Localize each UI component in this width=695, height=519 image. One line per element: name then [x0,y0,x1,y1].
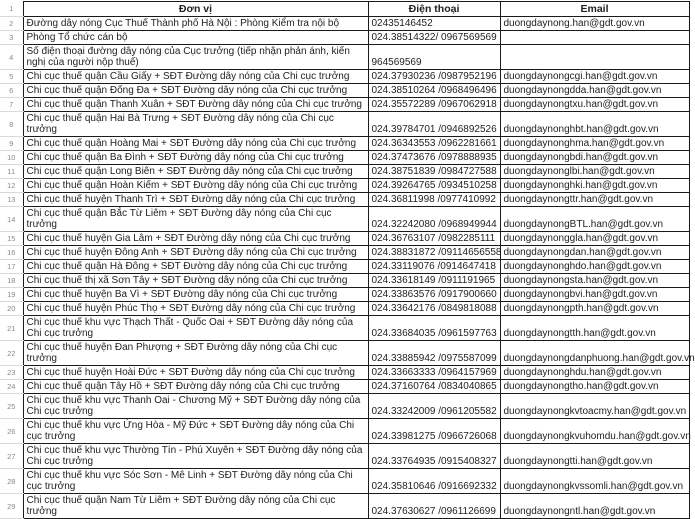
table-row [0,17,689,31]
phone-cell: 024.33684035 /0961597763 [368,316,500,341]
row-number: 23 [0,366,23,380]
table-row [0,341,689,366]
row-number: 6 [0,84,23,98]
hotline-contacts-table [0,1,695,519]
unit-cell: Chi cục thuế huyện Đông Anh + SĐT Đường dây nóng của Chi cục trưởng [23,246,368,260]
unit-cell: Chi cục thuế quận Tây Hồ + SĐT Đường dây nóng của Chi cục trưởng [23,380,368,394]
row-number: 10 [0,151,23,165]
unit-cell: Chi cục thuế huyện Gia Lâm + SĐT Đường dây nóng của Chi cục trưởng [23,232,368,246]
unit-cell: Đường dây nóng Cục Thuế Thành phố Hà Nội : Phòng Kiểm tra nội bộ [23,17,368,31]
unit-cell: Chi cục thuế quận Ba Đình + SĐT Đường dây nóng của Chi cục trưởng [23,151,368,165]
unit-cell: Chi cục thuế khu vực Thanh Oai - Chương Mỹ + SĐT Đường dây nóng của Chi cục trưởng [23,394,368,419]
email-cell: duongdaynongkvssomli.han@gdt.gov.vn [500,469,689,494]
unit-cell: Chi cục thuế khu vực Thạch Thất - Quốc Oai + SĐT Đường dây nóng của Chi cục trưởng [23,316,368,341]
email-cell: duongdaynongkvuhomdu.han@gdt.gov.vn [500,419,689,444]
phone-cell: 024.35810646 /0916692332 [368,469,500,494]
unit-cell: Chi cục thuế khu vực Thường Tín - Phú Xuyên + SĐT Đường dây nóng của Chi cục trưởng [23,444,368,469]
email-cell: duongdaynongtti.han@gdt.gov.vn [500,444,689,469]
row-number: 3 [0,31,23,45]
unit-cell: Chi cục thuế quận Đống Đa + SĐT Đường dây nóng của Chi cục trưởng [23,84,368,98]
unit-cell: Chi cục thuế quận Hai Bà Trưng + SĐT Đường dây nóng của Chi cục trưởng [23,112,368,137]
email-cell: duongdaynongtho.han@gdt.gov.vn [500,380,689,394]
unit-cell: Chi cục thuế khu vực Ứng Hòa - Mỹ Đức + SĐT Đường dây nóng của Chi cục trưởng [23,419,368,444]
email-cell: duongdaynonggla.han@gdt.gov.vn [500,232,689,246]
phone-cell: 024.35572289 /0967062918 [368,98,500,112]
phone-cell: 024.33981275 /0966726068 [368,419,500,444]
phone-cell: 024.38514322/ 0967569569 [368,31,500,45]
unit-cell: Chi cục thuế huyện Ba Vì + SĐT Đường dây nóng của Chi cục trưởng [23,288,368,302]
email-cell: duongdaynongBTL.han@gdt.gov.vn [500,207,689,232]
email-cell: duongdaynonghbt.han@gdt.gov.vn [500,112,689,137]
row-number: 19 [0,288,23,302]
row-number: 24 [0,380,23,394]
table-row [0,70,689,84]
phone-cell: 964569569 [368,45,500,70]
phone-cell: 024.33663333 /0964157969 [368,366,500,380]
row-number: 22 [0,341,23,366]
unit-cell: Chi cục thuế huyện Thanh Trì + SĐT Đường dây nóng của Chi cục trưởng [23,193,368,207]
column-header-phone: Điện thoại [368,2,500,17]
table-row [0,380,689,394]
phone-cell: 024.38831872 /09114656558 [368,246,500,260]
email-cell: duongdaynongbvi.han@gdt.gov.vn [500,288,689,302]
unit-cell: Chi cục thuế quận Hà Đông + SĐT Đường dây nóng của Chi cục trưởng [23,260,368,274]
table-row [0,179,689,193]
table-row [0,302,689,316]
phone-cell: 024.39264765 /0934510258 [368,179,500,193]
unit-cell: Chi cục thuế huyện Phúc Thọ + SĐT Đường dây nóng của Chi cục trưởng [23,302,368,316]
row-number: 29 [0,494,23,519]
email-cell: duongdaynongkvtoacmy.han@gdt.gov.vn [500,394,689,419]
email-cell: duongdaynong.han@gdt.gov.vn [500,17,689,31]
email-cell: duongdaynongdda.han@gdt.gov.vn [500,84,689,98]
phone-cell: 024.33119076 /0914647418 [368,260,500,274]
table-row [0,98,689,112]
row-number: 11 [0,165,23,179]
row-number: 2 [0,17,23,31]
table-row [0,207,689,232]
phone-cell: 024.32242080 /0968949944 [368,207,500,232]
phone-cell: 024.36343553 /0962281661 [368,137,500,151]
phone-cell: 024.33885942 /0975587099 [368,341,500,366]
email-cell: duongdaynongtxu.han@gdt.gov.vn [500,98,689,112]
table-row [0,494,689,519]
table-row [0,232,689,246]
column-header-email: Email [500,2,689,17]
row-number: 25 [0,394,23,419]
row-number: 16 [0,246,23,260]
unit-cell: Chi cục thuế quận Thanh Xuân + SĐT Đường dây nóng của Chi cục trưởng [23,98,368,112]
phone-cell: 024.37473676 /0978888935 [368,151,500,165]
table-row [0,246,689,260]
unit-cell: Chi cục thuế quận Hoàn Kiếm + SĐT Đường dây nóng của Chi cục trưởng [23,179,368,193]
email-cell: duongdaynonghdo.han@gdt.gov.vn [500,260,689,274]
row-number: 9 [0,137,23,151]
row-number: 18 [0,274,23,288]
email-cell: duongdaynongntl.han@gdt.gov.vn [500,494,689,519]
table-row [0,45,689,70]
email-cell: duongdaynongpth.han@gdt.gov.vn [500,302,689,316]
table-row [0,31,689,45]
unit-cell: Chi cục thuế quận Bắc Từ Liêm + SĐT Đường dây nóng của Chi cục trưởng [23,207,368,232]
phone-cell: 024.33618149 /0911191965 [368,274,500,288]
email-cell [500,31,689,45]
email-cell: duongdaynongdan.han@gdt.gov.vn [500,246,689,260]
phone-cell: 024.33764935 /0915408327 [368,444,500,469]
table-row [0,394,689,419]
table-row [0,260,689,274]
table-row [0,112,689,137]
phone-cell: 024.36763107 /0982285111 [368,232,500,246]
unit-cell: Chi cục thuế khu vực Sóc Sơn - Mê Linh + SĐT Đường dây nóng của Chi cục trưởng [23,469,368,494]
row-number: 1 [0,2,23,17]
email-cell: duongdaynongdanphuong.han@gdt.gov.vn [500,341,689,366]
email-cell: duongdaynonghma.han@gdt.gov.vn [500,137,689,151]
row-number: 28 [0,469,23,494]
unit-cell: Chi cục thuế quận Long Biên + SĐT Đường dây nóng của Chi cục trưởng [23,165,368,179]
table-row [0,316,689,341]
email-cell: duongdaynongbdi.han@gdt.gov.vn [500,151,689,165]
table-row [0,165,689,179]
row-number: 13 [0,193,23,207]
table-row [0,444,689,469]
row-number: 7 [0,98,23,112]
column-header-unit: Đơn vị [23,2,368,17]
table-row [0,469,689,494]
unit-cell: Số điện thoại đường dây nóng của Cục trưởng (tiếp nhận phản ánh, kiến nghị của người nộp thuế) [23,45,368,70]
email-cell: duongdaynongsta.han@gdt.gov.vn [500,274,689,288]
header-row [0,2,689,17]
row-number: 12 [0,179,23,193]
phone-cell: 024.33642176 /0849818088 [368,302,500,316]
email-cell: duongdaynonghki.han@gdt.gov.vn [500,179,689,193]
phone-cell: 024.33242009 /0961205582 [368,394,500,419]
phone-cell: 024.39784701 /0946892526 [368,112,500,137]
phone-cell: 024.38510264 /0968496496 [368,84,500,98]
phone-cell: 024.33863576 /0917900660 [368,288,500,302]
row-number: 21 [0,316,23,341]
email-cell: duongdaynongttr.han@gdt.gov.vn [500,193,689,207]
table-row [0,151,689,165]
row-number: 8 [0,112,23,137]
email-cell: duongdaynonglbi.han@gdt.gov.vn [500,165,689,179]
unit-cell: Chi cục thuế quận Hoàng Mai + SĐT Đường dây nóng của Chi cục trưởng [23,137,368,151]
row-number: 27 [0,444,23,469]
table-row [0,274,689,288]
email-cell: duongdaynongtth.han@gdt.gov.vn [500,316,689,341]
phone-cell: 024.36811998 /0977410992 [368,193,500,207]
row-number: 14 [0,207,23,232]
unit-cell: Phòng Tổ chức cán bộ [23,31,368,45]
unit-cell: Chi cục thuế quận Nam Từ Liêm + SĐT Đường dây nóng của Chi cục trưởng [23,494,368,519]
table-row [0,193,689,207]
phone-cell: 024.37930236 /0987952196 [368,70,500,84]
row-number: 5 [0,70,23,84]
table-row [0,288,689,302]
unit-cell: Chi cục thuế huyện Hoài Đức + SĐT Đường dây nóng của Chi cục trưởng [23,366,368,380]
table-row [0,137,689,151]
row-number: 4 [0,45,23,70]
row-number: 26 [0,419,23,444]
email-cell: duongdaynongcgi.han@gdt.gov.vn [500,70,689,84]
table-row [0,419,689,444]
row-number: 20 [0,302,23,316]
table-row [0,84,689,98]
row-number: 17 [0,260,23,274]
phone-cell: 024.38751839 /0984727588 [368,165,500,179]
unit-cell: Chi cục thuế quận Cầu Giấy + SĐT Đường dây nóng của Chi cục trưởng [23,70,368,84]
unit-cell: Chi cục thuế huyện Đan Phượng + SĐT Đường dây nóng của Chi cục trưởng [23,341,368,366]
table-row [0,366,689,380]
phone-cell: 024.37160764 /0834040865 [368,380,500,394]
phone-cell: 024.37630627 /0961126699 [368,494,500,519]
email-cell [500,45,689,70]
phone-cell: 02435146452 [368,17,500,31]
row-number: 15 [0,232,23,246]
email-cell: duongdaynonghdu.han@gdt.gov.vn [500,366,689,380]
unit-cell: Chi cục thuế thị xã Sơn Tây + SĐT Đường dây nóng của Chi cục trưởng [23,274,368,288]
